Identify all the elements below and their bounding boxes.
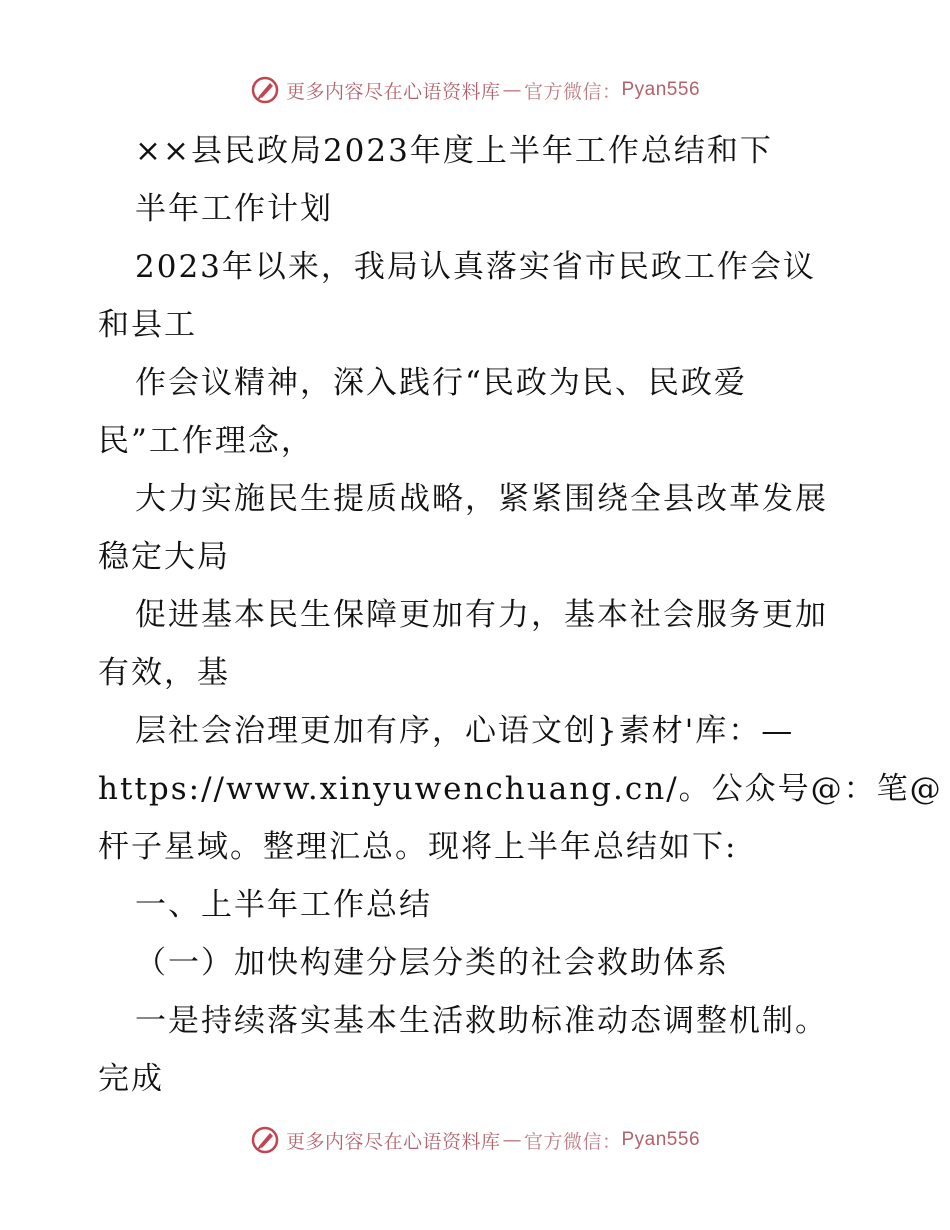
paragraph-line: 一是持续落实基本生活救助标准动态调整机制。 [135, 1003, 828, 1039]
paragraph-line: 有效，基 [98, 655, 230, 691]
paragraph-line: 促进基本民生保障更加有力，基本社会服务更加 [135, 597, 828, 633]
watermark-official-label: 官方微信： [523, 1130, 622, 1153]
pen-logo-icon [250, 1125, 280, 1155]
paragraph-line: 完成 [98, 1061, 164, 1097]
watermark-separator: — [502, 1129, 522, 1151]
watermark-header [0, 72, 950, 108]
paragraph-line: 民”工作理念， [98, 423, 314, 459]
subsection-heading: （一）加快构建分层分类的社会救助体系 [135, 945, 729, 981]
watermark-footer [0, 1122, 950, 1158]
paragraph-line-url: https://www.xinyuwenchuang.cn/。公众号@：笔@ [98, 771, 943, 807]
paragraph-line: 2023年以来，我局认真落实省市民政工作会议 [135, 249, 816, 285]
pen-logo-icon [250, 75, 280, 105]
paragraph-line: 杆子星域。整理汇总。现将上半年总结如下: [98, 829, 738, 865]
paragraph-line: 层社会治理更加有序，心语文创}素材'库：— [135, 713, 795, 749]
document-title-line-2: 半年工作计划 [135, 191, 333, 227]
paragraph-line: 大力实施民生提质战略，紧紧围绕全县改革发展 [135, 481, 828, 517]
document-title-line-1: ××县民政局2023年度上半年工作总结和下 [135, 133, 773, 169]
document-body [98, 122, 943, 1108]
paragraph-line: 稳定大局 [98, 539, 230, 575]
watermark-wechat-id: Pyan556 [621, 79, 701, 100]
paragraph-line: 作会议精神，深入践行“民政为民、民政爱 [135, 365, 747, 401]
watermark-main-text: 更多内容尽在心语资料库 [285, 1130, 501, 1153]
watermark-separator: — [502, 79, 522, 101]
paragraph-line: 和县工 [98, 307, 197, 343]
watermark-wechat-id: Pyan556 [621, 1129, 701, 1150]
watermark-official-label: 官方微信： [523, 80, 622, 103]
watermark-main-text: 更多内容尽在心语资料库 [285, 80, 501, 103]
section-heading: 一、上半年工作总结 [135, 887, 432, 923]
